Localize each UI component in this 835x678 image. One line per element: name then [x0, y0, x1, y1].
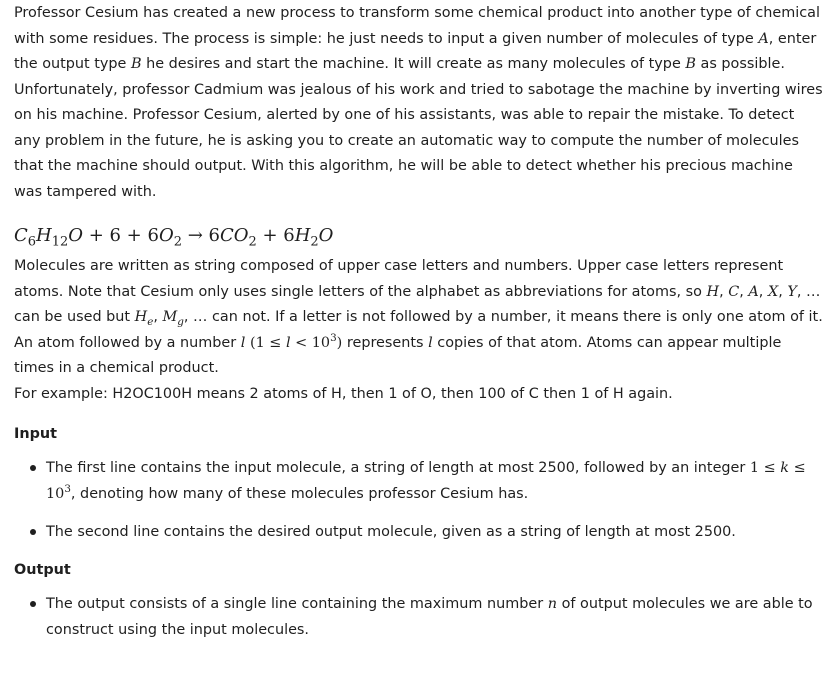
input-item-2-text: The second line contains the desired output molecule, given as a string of length at most 2500. [46, 524, 736, 540]
output-heading: Output [14, 562, 71, 578]
output-list [14, 591, 825, 643]
bullet-icon [30, 529, 36, 535]
example-paragraph: For example: H2OC100H means 2 atoms of H, then 1 of O, then 100 of C then 1 of H again. [14, 385, 673, 402]
list-item: The output consists of a single line containing the maximum number n of output molecules we are able to construct using the input molecules. [14, 591, 825, 643]
molecules-paragraph: Molecules are written as string composed of upper case letters and numbers. Upper case letters represent atoms. Note that Cesium only uses single letters of the alphabet as abbreviations for atoms, so H, C, A, X, Y, … can be used but $H_e$, $M_g$, … can not. If a letter is not followed by a number, it means there is only one atom of it. An atom followed by a number l $(1 \le l < 10^3)$ represents l copies of that atom. Atoms can appear multiple times in a chemical product. [14, 258, 823, 376]
chemical-equation: $C_6H_{12}O + 6 + 6O_2 \to 6CO_2 + 6H_2O$ [14, 225, 334, 250]
bullet-icon [30, 465, 36, 471]
intro-paragraph: Professor Cesium has created a new process to transform some chemical product into another type of chemical with some residues. The process is simple: he just needs to input a given number of molecules of type A, enter the output type B he desires and start the machine. It will create as many molecules of type B as possible. Unfortunately, professor Cadmium was jealous of his work and tried to sabotage the machine by inverting wires on his machine. Professor Cesium, alerted by one of his assistants, was able to repair the mistake. To detect any problem in the future, he is asking you to create an automatic way to compute the number of molecules that the machine should output. With this algorithm, he will be able to detect whether his precious machine was tampered with. [14, 5, 823, 200]
input-heading: Input [14, 426, 58, 442]
bullet-icon [30, 601, 36, 607]
list-item: The first line contains the input molecule, a string of length at most 2500, followed by an integer $1 \le k \le 10^3$, denoting how many of these molecules professor Cesium has. [14, 455, 825, 507]
list-item [14, 519, 825, 545]
input-list [14, 455, 825, 545]
